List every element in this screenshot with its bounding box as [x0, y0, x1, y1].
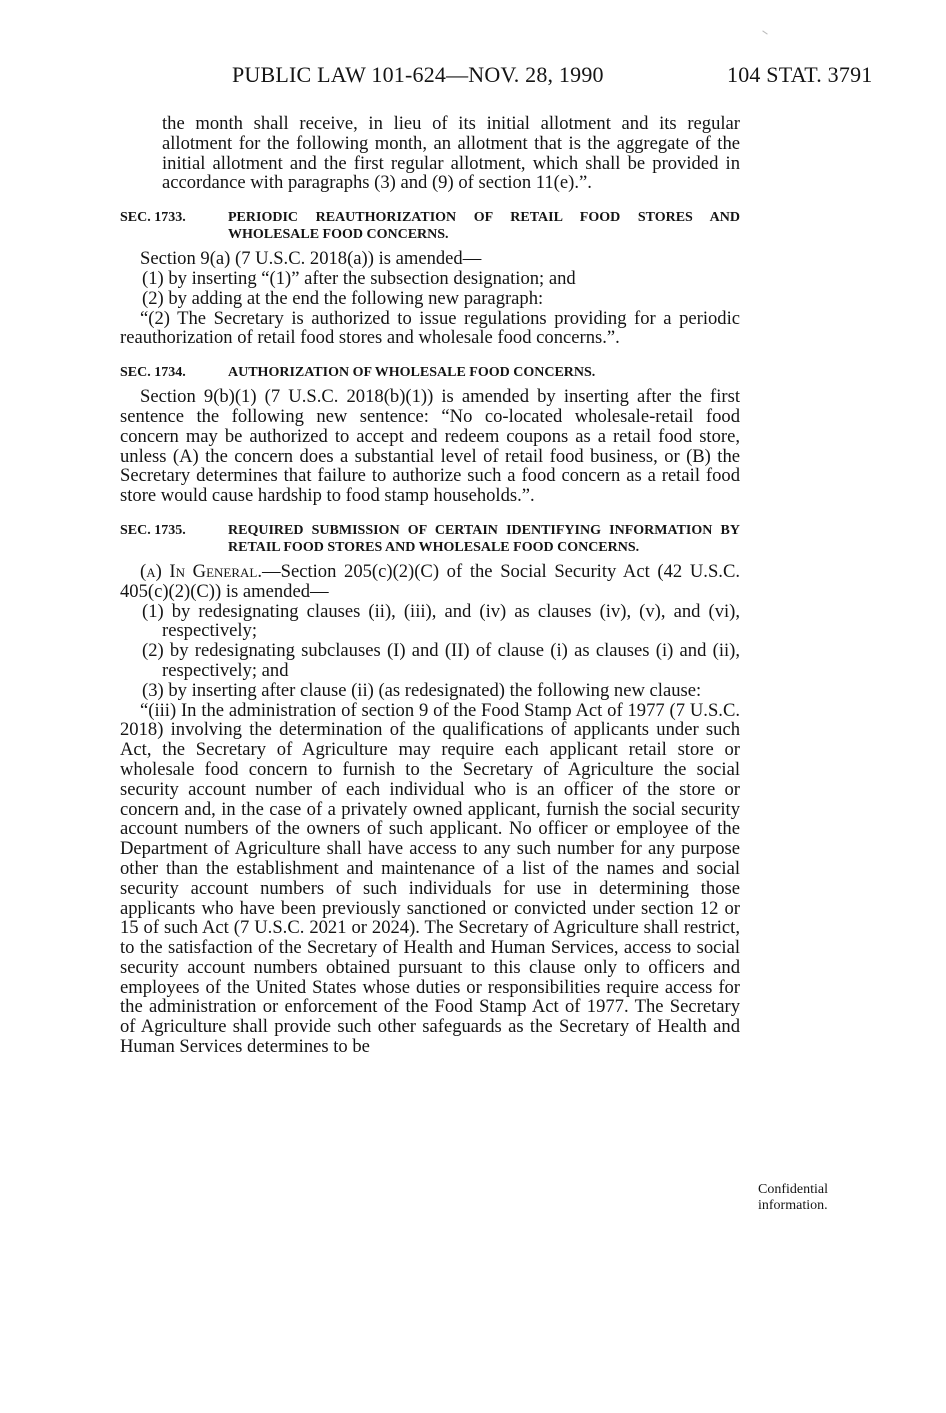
- section-heading-1733: [120, 209, 740, 243]
- running-head: PUBLIC LAW 101-624—NOV. 28, 1990: [232, 62, 604, 87]
- section-heading-1734: [120, 364, 740, 381]
- section-heading-1735: [120, 522, 740, 556]
- page-header: [0, 62, 946, 92]
- stat-reference: 104 STAT. 3791: [727, 62, 873, 87]
- section-lead: Section 9(a) (7 U.S.C. 2018(a)) is amended—: [140, 248, 482, 270]
- section-number: SEC. 1733.: [120, 210, 186, 226]
- section-title: AUTHORIZATION OF WHOLESALE FOOD CONCERNS.: [228, 365, 596, 381]
- subsection-label: (a) In General.: [140, 560, 263, 582]
- quoted-paragraph: “(2) The Secretary is authorized to issue regulations providing for a periodic reauthorization of retail food stores and wholesale food concerns.”.: [120, 307, 740, 349]
- amendment-item: (2) by adding at the end the following new paragraph:: [142, 287, 544, 309]
- section-title: REQUIRED SUBMISSION OF CERTAIN IDENTIFYING INFORMATION BY RETAIL FOOD STORES AND WHOLESALE FOOD CONCERNS.: [228, 522, 740, 555]
- subsection-lead: —Section 205(c)(2)(C) of the Social Security Act (42 U.S.C. 405(c)(2)(C)) is amended—: [120, 560, 740, 602]
- amendment-item: (3) by inserting after clause (ii) (as redesignated) the following new clause:: [142, 679, 702, 701]
- margin-note: Confidential information.: [758, 1182, 828, 1213]
- section-title: PERIODIC REAUTHORIZATION OF RETAIL FOOD STORES AND WHOLESALE FOOD CONCERNS.: [228, 210, 740, 243]
- scan-mark: [762, 30, 767, 34]
- amendment-item: (2) by redesignating subclauses (I) and (II) of clause (i) as clauses (i) and (ii), respectively; and: [142, 640, 740, 681]
- section-number: SEC. 1735.: [120, 522, 186, 538]
- section-text: Section 9(b)(1) (7 U.S.C. 2018(b)(1)) is amended by inserting after the first sentence the following new sentence: “No co-located wholesale-retail food concern may be authorized to accept and redeem coupons as a retail food store, unless (A) the concern does a substantial level of retail food business, or (B) the Secretary determines that failure to authorize such a food concern as a retail food store would cause hardship to food stamp households.”.: [120, 386, 740, 507]
- intro-paragraph: the month shall receive, in lieu of its initial allotment and its regular allotment for the following month, an allotment that is the aggregate of the initial allotment and the first regular allotment, which shall be provided in accordance with paragraphs (3) and (9) of section 11(e).”.: [162, 113, 740, 194]
- section-number: SEC. 1734.: [120, 365, 186, 381]
- amendment-item: (1) by redesignating clauses (ii), (iii), and (iv) as clauses (iv), (v), and (vi), respectively;: [142, 600, 740, 642]
- quoted-clause: “(iii) In the administration of section 9 of the Food Stamp Act of 1977 (7 U.S.C. 2018) involving the determination of the qualifications of applicants under such Act, the Secretary of Agriculture may require each applicant retail store or wholesale food concern to furnish to the Secretary of Agriculture the social security account number of each individual who is an officer of the store or concern and, in the case of a privately owned applicant, furnish the social security account numbers of the owners of such applicant. No officer or employee of the Department of Agriculture shall have access to any such number for any purpose other than the establishment and maintenance of a list of the names and social security account numbers of such individuals for use in determining those applicants who have been previously sanctioned or convicted under section 12 or 15 of such Act (7 U.S.C. 2021 or 2024). The Secretary of Agriculture shall restrict, to the satisfaction of the Secretary of Health and Human Services, access to social security account numbers obtained pursuant to this clause only to officers and employees of the United States whose duties or responsibilities require access for the administration or enforcement of the Food Stamp Act of 1977. The Secretary of Agriculture shall provide such other safeguards as the Secretary of Health and Human Services determines to be: [120, 699, 740, 1058]
- amendment-item: (1) by inserting “(1)” after the subsection designation; and: [142, 267, 576, 289]
- subsection-a: [120, 562, 740, 602]
- body-text: [120, 114, 740, 1057]
